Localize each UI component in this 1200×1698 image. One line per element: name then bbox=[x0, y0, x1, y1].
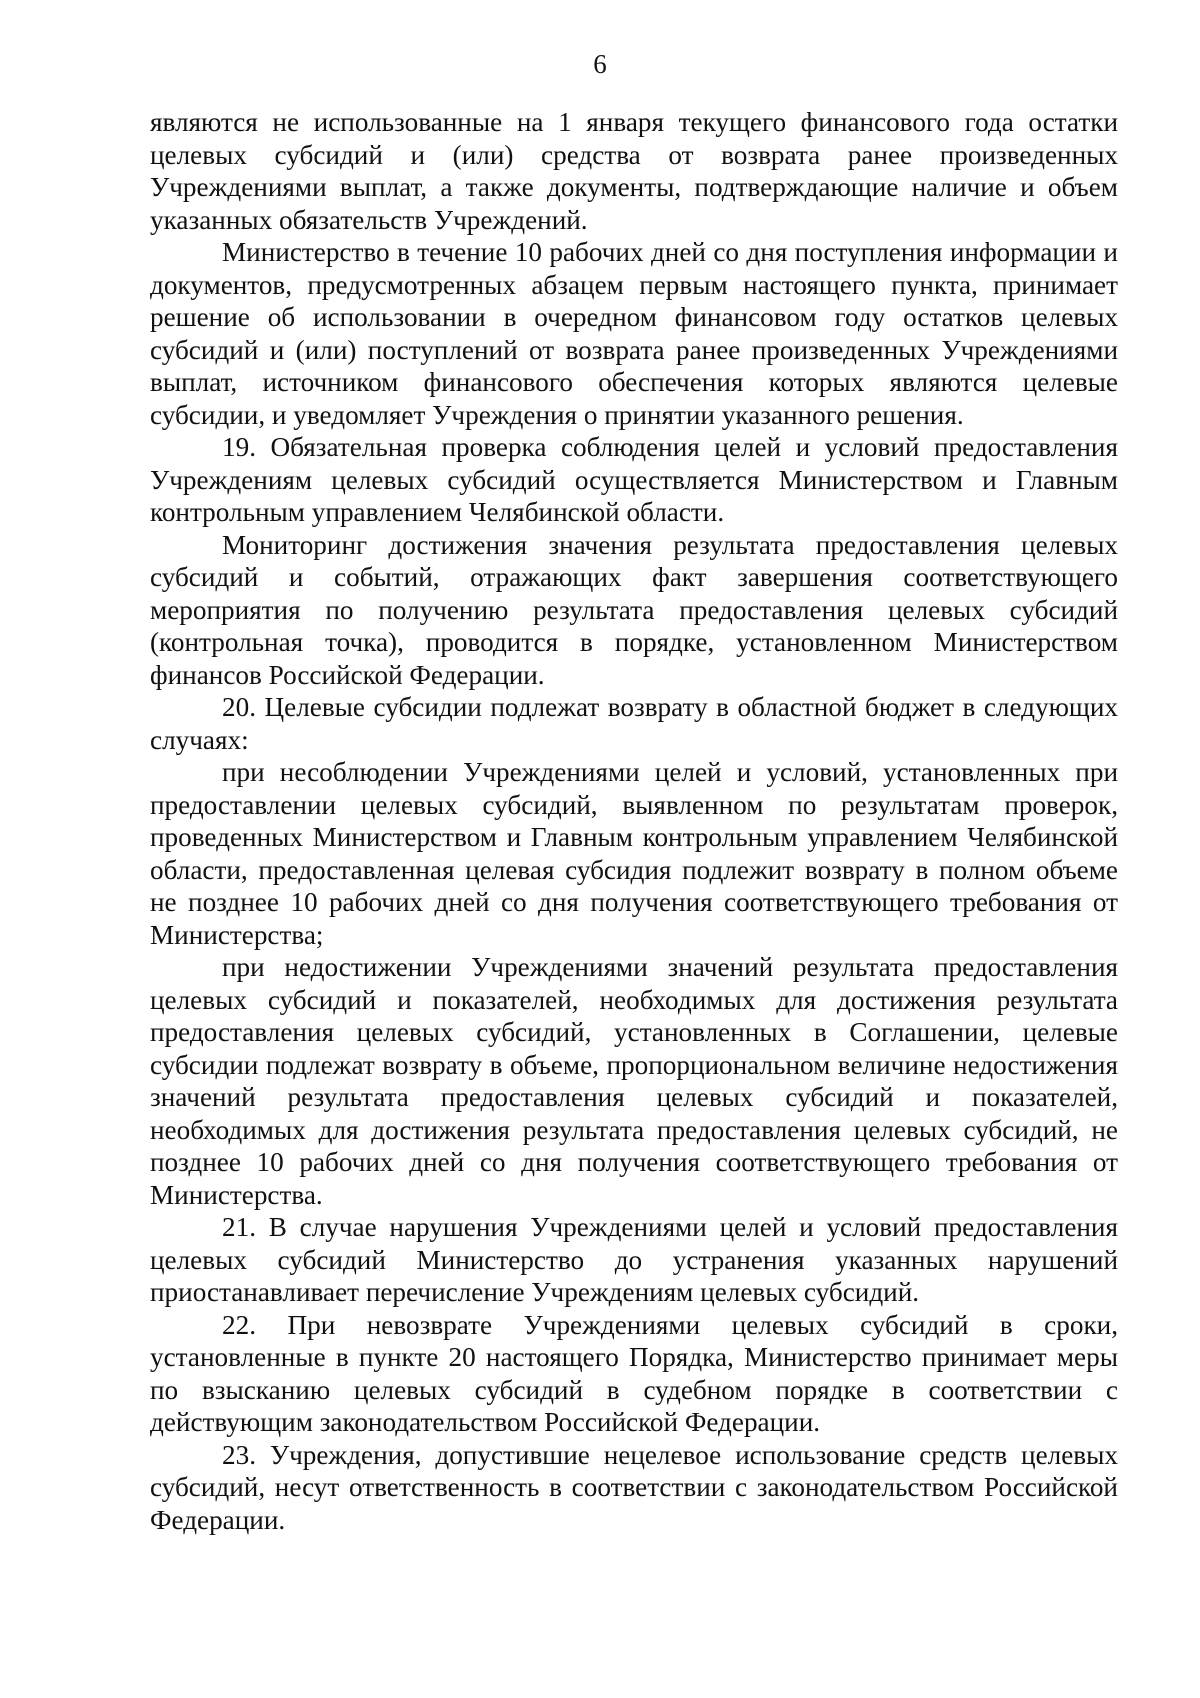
document-body bbox=[150, 106, 1118, 1536]
paragraph-ministry-decision: Министерство в течение 10 рабочих дней со дня поступления информации и документов, предусмотренных абзацем первым настоящего пункта, принимает решение об использовании в очередном финансовом году остатков целевых субсидий и (или) поступлений от возврата ранее произведенных Учреждениями выплат, источником финансового обеспечения которых являются целевые субсидии, и уведомляет Учреждения о принятии указанного решения. bbox=[150, 237, 1118, 430]
page-number: 6 bbox=[593, 49, 607, 79]
paragraph-clause-22: 22. При невозврате Учреждениями целевых субсидий в сроки, установленные в пункте 20 настоящего Порядка, Министерство принимает меры по взысканию целевых субсидий в судебном порядке в соответствии с действующим законодательством Российской Федерации. bbox=[150, 1309, 1118, 1437]
paragraph-clause-21: 21. В случае нарушения Учреждениями целей и условий предоставления целевых субсидий Министерство до устранения указанных нарушений приостанавливает перечисление Учреждениям целевых субсидий. bbox=[150, 1212, 1118, 1307]
paragraph-continuation: являются не использованные на 1 января текущего финансового года остатки целевых субсидий и (или) средства от возврата ранее произведенных Учреждениями выплат, а также документы, подтверждающие наличие и объем указанных обязательств Учреждений. bbox=[150, 107, 1118, 235]
paragraph-case-nonachievement: при недостижении Учреждениями значений результата предоставления целевых субсидий и показателей, необходимых для достижения результата предоставления целевых субсидий, установленных в Соглашении, целевые субсидии подлежат возврату в объеме, пропорциональном величине недостижения значений результата предоставления целевых субсидий и показателей, необходимых для достижения результата предоставления целевых субсидий, не позднее 10 рабочих дней со дня получения соответствующего требования от Министерства. bbox=[150, 952, 1118, 1210]
paragraph-clause-19: 19. Обязательная проверка соблюдения целей и условий предоставления Учреждениям целевых субсидий осуществляется Министерством и Главным контрольным управлением Челябинской области. bbox=[150, 432, 1118, 527]
paragraph-clause-20: 20. Целевые субсидии подлежат возврату в областной бюджет в следующих случаях: bbox=[150, 692, 1118, 755]
paragraph-clause-23: 23. Учреждения, допустившие нецелевое использование средств целевых субсидий, несут ответственность в соответствии с законодательством Российской Федерации. bbox=[150, 1439, 1118, 1535]
paragraph-case-noncompliance: при несоблюдении Учреждениями целей и условий, установленных при предоставлении целевых субсидий, выявленном по результатам проверок, проведенных Министерством и Главным контрольным управлением Челябинской области, предоставленная целевая субсидия подлежит возврату в полном объеме не позднее 10 рабочих дней со дня получения соответствующего требования от Министерства; bbox=[150, 757, 1118, 950]
paragraph-monitoring: Мониторинг достижения значения результата предоставления целевых субсидий и событий, отражающих факт завершения соответствующего мероприятия по получению результата предоставления целевых субсидий (контрольная точка), проводится в порядке, установленном Министерством финансов Российской Федерации. bbox=[150, 529, 1118, 690]
